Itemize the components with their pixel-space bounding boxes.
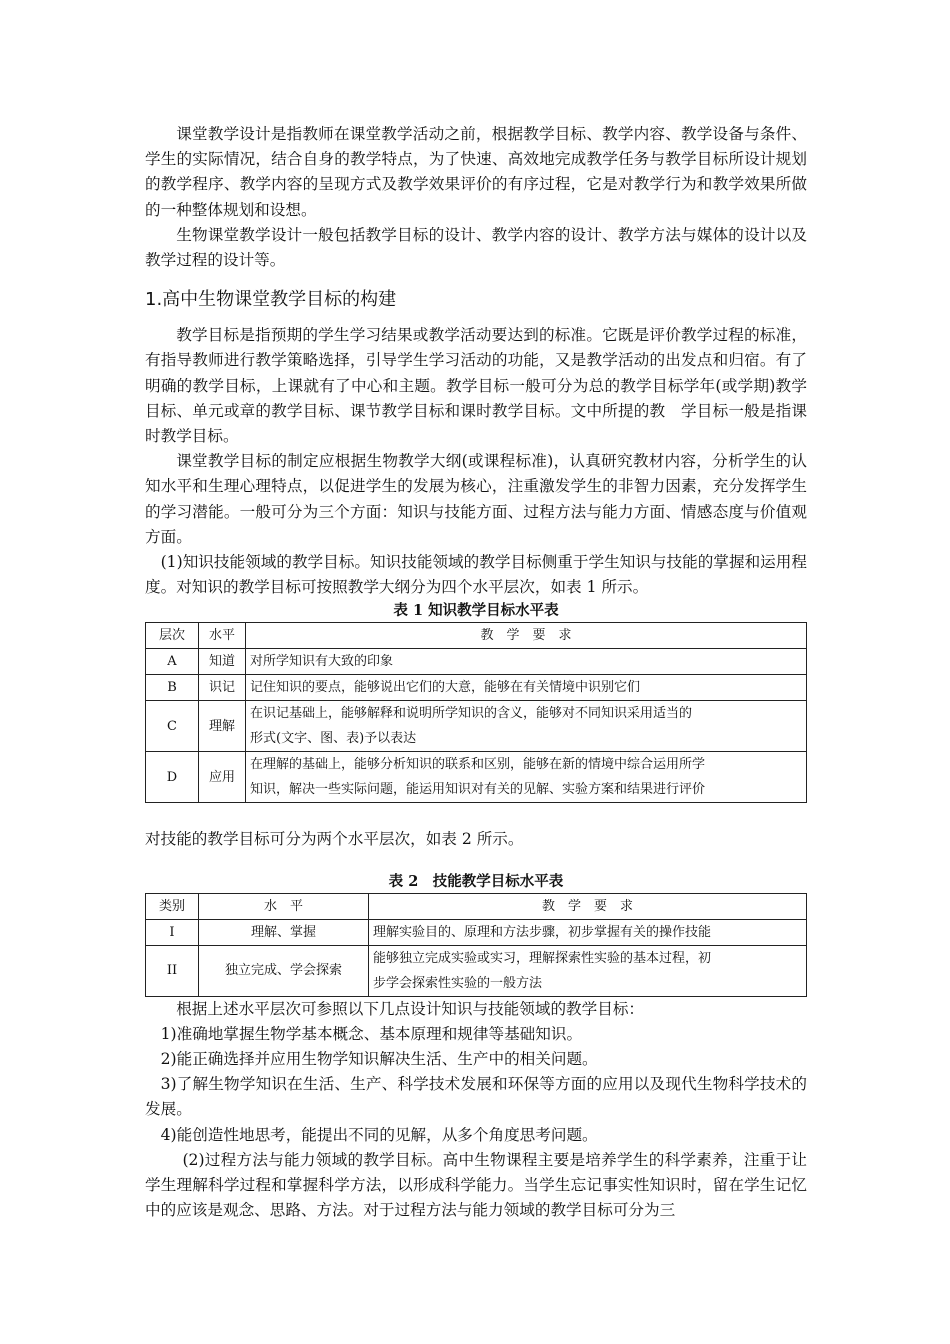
table-row — [146, 675, 807, 701]
requirement-line: 形式(文字、图、表)予以表达 — [250, 731, 417, 747]
requirement-line: 在识记基础上，能够解释和说明所学知识的含义，能够对不同知识采用适当的 — [250, 706, 693, 722]
requirement-cell: 对所学知识有大致的印象 — [246, 649, 807, 675]
table-row — [146, 701, 807, 752]
criteria-item-3: 3)了解生物学知识在生活、生产、科学技术发展和环保等方面的应用以及现代生物科学技术的发展。 — [145, 1075, 807, 1119]
level-cell: C — [146, 701, 199, 752]
header-cell: 水 平 — [199, 893, 369, 919]
table-header-row — [146, 623, 807, 649]
process-paragraph: (2)过程方法与能力领域的教学目标。高中生物课程主要是培养学生的科学素养，注重于让学生理解科学过程和掌握科学方法，以形成科学能力。当学生忘记事实性知识时，留在学生记忆中的应该是观念、思路、方法。对于过程方法与能力领域的教学目标可分为三 — [145, 1150, 807, 1220]
requirement-cell — [369, 945, 807, 996]
level-cell: B — [146, 675, 199, 701]
section-paragraph-3: (1)知识技能领域的教学目标。知识技能领域的教学目标侧重于学生知识与技能的掌握和运用程度。对知识的教学目标可按照教学大纲分为四个水平层次，如表 1 所示。 — [145, 553, 807, 597]
table-row — [146, 649, 807, 675]
criteria-item-4: 4)能创造性地思考，能提出不同的见解，从多个角度思考问题。 — [160, 1125, 598, 1144]
level-cell: II — [146, 945, 199, 996]
intro-paragraph-1: 课堂教学设计是指教师在课堂教学活动之前，根据教学目标、教学内容、教学设备与条件、学生的实际情况，结合自身的教学特点，为了快速、高效地完成教学任务与教学目标所设计规划的教学程序、教学内容的呈现方式及教学效果评价的有序过程，它是对教学行为和教学效果所做的一种整体规划和设想。 — [145, 125, 807, 219]
header-cell: 水平 — [199, 623, 246, 649]
header-cell: 层次 — [146, 623, 199, 649]
knowledge-level-table — [145, 622, 807, 803]
skill-level-table — [145, 893, 807, 997]
section-heading: 1.高中生物课堂教学目标的构建 — [145, 289, 397, 311]
intro-paragraph-2: 生物课堂教学设计一般包括教学目标的设计、教学内容的设计、教学方法与媒体的设计以及教学过程的设计等。 — [145, 225, 807, 270]
name-cell: 识记 — [199, 675, 246, 701]
header-cell: 教 学 要 求 — [246, 623, 807, 649]
header-cell: 教 学 要 求 — [369, 893, 807, 919]
table-row — [146, 945, 807, 996]
table-row — [146, 919, 807, 945]
requirement-line: 知识，解决一些实际问题，能运用知识对有关的见解、实验方案和结果进行评价 — [250, 782, 706, 798]
criteria-item-1: 1)准确地掌握生物学基本概念、基本原理和规律等基础知识。 — [160, 1024, 583, 1043]
between-paragraph: 对技能的教学目标可分为两个水平层次，如表 2 所示。 — [145, 830, 524, 849]
table1-caption: 表 1 知识教学目标水平表 — [393, 602, 559, 620]
table2-caption: 表 2 技能教学目标水平表 — [388, 872, 564, 890]
document-page — [145, 122, 807, 1223]
name-cell: 应用 — [199, 752, 246, 803]
level-cell: D — [146, 752, 199, 803]
criteria-lead: 根据上述水平层次可参照以下几点设计知识与技能领域的教学目标： — [176, 999, 645, 1018]
name-cell: 理解、掌握 — [199, 919, 369, 945]
requirement-cell: 理解实验目的、原理和方法步骤，初步掌握有关的操作技能 — [369, 919, 807, 945]
section-paragraph-2: 课堂教学目标的制定应根据生物教学大纲(或课程标准)，认真研究教材内容，分析学生的认知水平和生理心理特点，以促进学生的发展为核心，注重激发学生的非智力因素，充分发挥学生的学习潜能。一般可分为三个方面：知识与技能方面、过程方法与能力方面、情感态度与价值观方面。 — [145, 452, 807, 546]
requirement-line: 步学会探索性实验的一般方法 — [373, 975, 543, 991]
requirement-line: 在理解的基础上，能够分析知识的联系和区别，能够在新的情境中综合运用所学 — [250, 757, 706, 773]
table-header-row — [146, 893, 807, 919]
section-paragraph-1: 教学目标是指预期的学生学习结果或教学活动要达到的标准。它既是评价教学过程的标准，有指导教师进行教学策略选择，引导学生学习活动的功能，又是教学活动的出发点和归宿。有了明确的教学目标，上课就有了中心和主题。教学目标一般可分为总的教学目标学年(或学期)教学目标、单元或章的教学目标、课节教学目标和课时教学目标。文中所提的教 学目标一般是指课时教学目标。 — [145, 326, 807, 446]
requirement-cell — [246, 752, 807, 803]
header-cell: 类别 — [146, 893, 199, 919]
requirement-cell: 记住知识的要点，能够说出它们的大意，能够在有关情境中识别它们 — [246, 675, 807, 701]
name-cell: 知道 — [199, 649, 246, 675]
criteria-item-2: 2)能正确选择并应用生物学知识解决生活、生产中的相关问题。 — [160, 1050, 598, 1069]
name-cell: 独立完成、学会探索 — [199, 945, 369, 996]
requirement-cell — [246, 701, 807, 752]
table-row — [146, 752, 807, 803]
name-cell: 理解 — [199, 701, 246, 752]
requirement-line: 能够独立完成实验或实习，理解探索性实验的基本过程，初 — [373, 950, 712, 966]
level-cell: A — [146, 649, 199, 675]
level-cell: I — [146, 919, 199, 945]
